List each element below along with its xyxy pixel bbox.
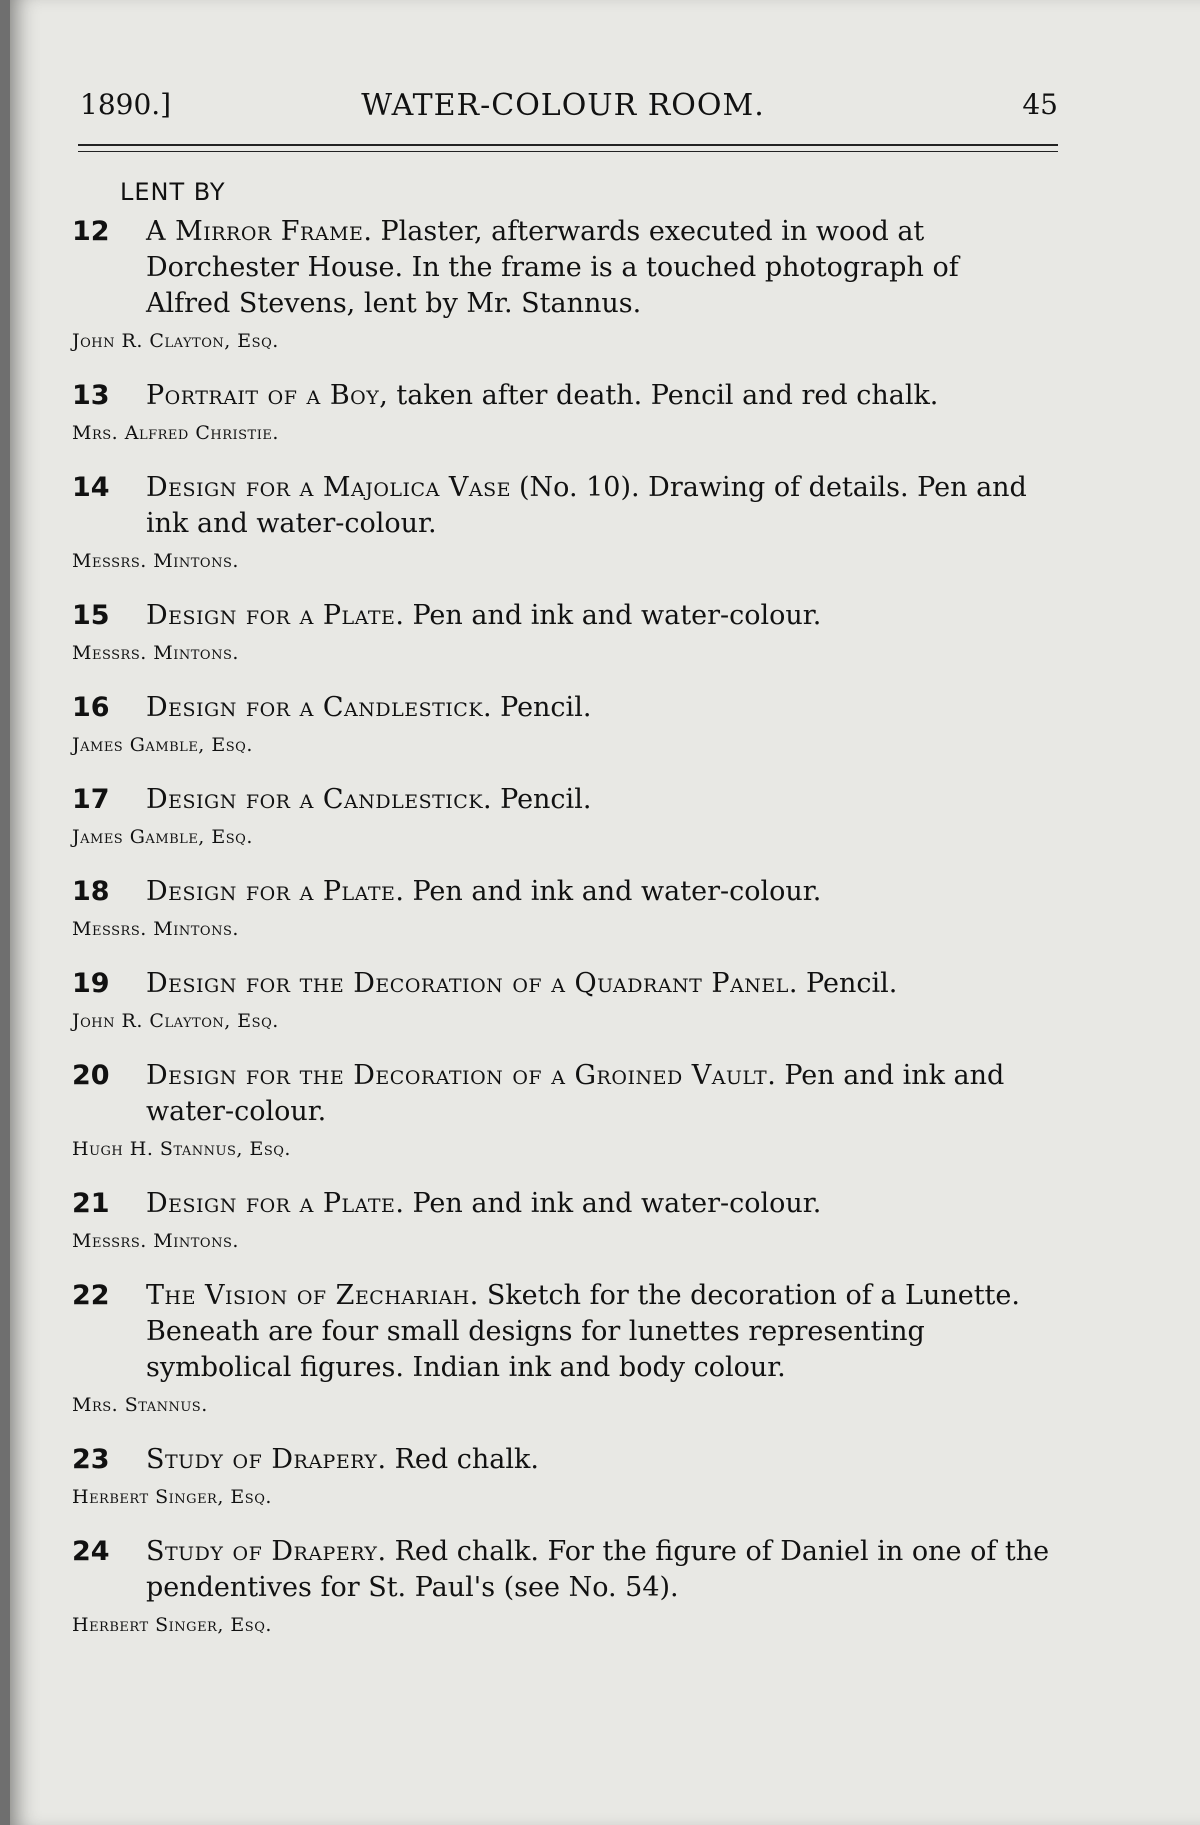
- catalogue-entry: [10, 782, 1200, 852]
- entry-number: 22: [72, 1280, 110, 1311]
- entry-title: Study of Drapery.: [146, 1444, 387, 1475]
- catalogue-entry: [10, 1058, 1200, 1164]
- entry-title: Design for the Decoration of a Groined Vault.: [146, 1060, 777, 1091]
- entry-number: 12: [72, 216, 110, 247]
- entry-lender: Messrs. Mintons.: [72, 918, 239, 940]
- entry-text: [10, 874, 1200, 910]
- catalogue-entry: [10, 874, 1200, 944]
- entry-title: Design for a Candlestick.: [146, 784, 493, 815]
- catalogue-entry: [10, 1442, 1200, 1512]
- entry-description: Pencil.: [806, 968, 898, 999]
- entry-lender: Messrs. Mintons.: [72, 1230, 239, 1252]
- entry-text: [10, 690, 1200, 726]
- catalogue-entries: [10, 214, 1200, 1662]
- page-number: 45: [1022, 88, 1058, 121]
- catalogue-entry: [10, 1186, 1200, 1256]
- entry-number: 21: [72, 1188, 110, 1219]
- entry-text: [10, 598, 1200, 634]
- entry-number: 15: [72, 600, 110, 631]
- entry-text: [10, 1534, 1200, 1606]
- entry-number: 16: [72, 692, 110, 723]
- entry-number: 17: [72, 784, 110, 815]
- entry-number: 24: [72, 1536, 110, 1567]
- entry-text: [10, 214, 1200, 322]
- header-room-title: WATER-COLOUR ROOM.: [361, 88, 765, 123]
- entry-lender: Messrs. Mintons.: [72, 550, 239, 572]
- entry-description: taken after death. Pencil and red chalk.: [396, 380, 939, 411]
- entry-title: A Mirror Frame.: [146, 216, 373, 247]
- catalogue-entry: [10, 470, 1200, 576]
- catalogue-entry: [10, 1534, 1200, 1640]
- header-rule-thin: [78, 151, 1058, 152]
- catalogue-entry: [10, 690, 1200, 760]
- entry-title: The Vision of Zechariah.: [146, 1280, 479, 1311]
- catalogue-entry: [10, 1278, 1200, 1420]
- entry-description: Pen and ink and water-colour.: [412, 600, 822, 631]
- lent-by-label: LENT BY: [120, 178, 226, 206]
- entry-title: Portrait of a Boy,: [146, 380, 389, 411]
- entry-description: Sketch for the decoration of a Lunette. Beneath are four small designs for lunettes representing symbolical figures. Indian ink and body colour.: [146, 1280, 1020, 1383]
- entry-description: Pen and ink and water-colour.: [412, 1188, 822, 1219]
- entry-lender: Mrs. Stannus.: [72, 1394, 208, 1416]
- entry-description: Plaster, afterwards executed in wood at Dorchester House. In the frame is a touched photograph of Alfred Stevens, lent by Mr. Stannus.: [146, 216, 959, 319]
- entry-title: Design for the Decoration of a Quadrant Panel.: [146, 968, 799, 999]
- entry-text: [10, 378, 1200, 414]
- entry-number: 13: [72, 380, 110, 411]
- header-year: 1890.]: [80, 88, 172, 121]
- entry-number: 20: [72, 1060, 110, 1091]
- entry-lender: Mrs. Alfred Christie.: [72, 422, 279, 444]
- entry-lender: John R. Clayton, Esq.: [72, 1010, 279, 1032]
- entry-number: 23: [72, 1444, 110, 1475]
- entry-number: 18: [72, 876, 110, 907]
- entry-description: Pen and ink and water-colour.: [412, 876, 822, 907]
- catalogue-entry: [10, 378, 1200, 448]
- catalogue-entry: [10, 214, 1200, 356]
- entry-description: Pen and ink and water-colour.: [146, 1060, 1005, 1127]
- entry-description: Pencil.: [500, 784, 592, 815]
- entry-text: [10, 1442, 1200, 1478]
- entry-lender: James Gamble, Esq.: [72, 734, 253, 756]
- entry-lender: Hugh H. Stannus, Esq.: [72, 1138, 291, 1160]
- entry-text: [10, 470, 1200, 542]
- entry-lender: Herbert Singer, Esq.: [72, 1614, 272, 1636]
- catalogue-entry: [10, 966, 1200, 1036]
- entry-text: [10, 1058, 1200, 1130]
- entry-title: Study of Drapery.: [146, 1536, 387, 1567]
- entry-description: Pencil.: [500, 692, 592, 723]
- entry-title: Design for a Majolica Vase: [146, 472, 512, 503]
- entry-title: Design for a Plate.: [146, 1188, 405, 1219]
- entry-lender: Herbert Singer, Esq.: [72, 1486, 272, 1508]
- catalogue-entry: [10, 598, 1200, 668]
- entry-lender: James Gamble, Esq.: [72, 826, 253, 848]
- entry-lender: John R. Clayton, Esq.: [72, 330, 279, 352]
- entry-number: 19: [72, 968, 110, 999]
- entry-text: [10, 782, 1200, 818]
- entry-description: (No. 10). Drawing of details. Pen and ink and water-colour.: [146, 472, 1027, 539]
- entry-text: [10, 1186, 1200, 1222]
- entry-lender: Messrs. Mintons.: [72, 642, 239, 664]
- running-head: [68, 88, 1058, 128]
- entry-description: Red chalk. For the figure of Daniel in one of the pendentives for St. Paul's (see No. 54).: [146, 1536, 1050, 1603]
- entry-title: Design for a Plate.: [146, 600, 405, 631]
- entry-text: [10, 966, 1200, 1002]
- header-rule: [78, 144, 1058, 146]
- entry-number: 14: [72, 472, 110, 503]
- entry-title: Design for a Plate.: [146, 876, 405, 907]
- entry-description: Red chalk.: [394, 1444, 539, 1475]
- book-page: [10, 0, 1200, 1825]
- entry-text: [10, 1278, 1200, 1386]
- entry-title: Design for a Candlestick.: [146, 692, 493, 723]
